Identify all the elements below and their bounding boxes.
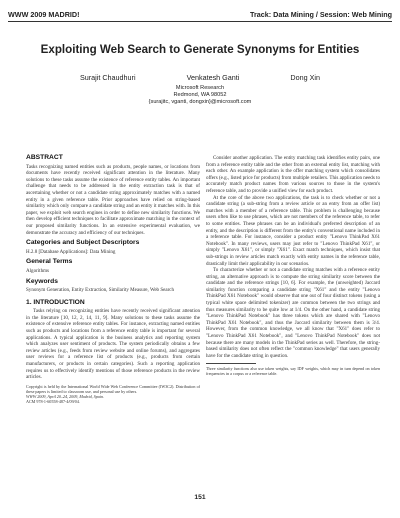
- author-name: Dong Xin: [290, 73, 320, 82]
- author-name: Surajit Chaudhuri: [80, 73, 136, 82]
- conference-line: WWW 2009, April 20–24, 2009, Madrid, Spain.: [26, 394, 105, 399]
- author-list: [80, 73, 320, 82]
- keywords-text: Synonym Generation, Entity Extraction, Similarity Measure, Web Search: [26, 287, 175, 294]
- introduction-heading: 1. INTRODUCTION: [26, 298, 85, 306]
- general-terms-text: Algorithms: [26, 267, 49, 274]
- copyright-notice: [26, 384, 200, 404]
- body-paragraph: At the core of the above two applications, the task is to check whether or not a candidate string (a sub-string from a review article or an entry from an offer list) matches with a member of a reference table. This problem is challenging because users often like to use phrases, which are not members of the reference table, to refer to some entities. These phrases can be an individual's preferred description of an entity, and the description is different from the entity's conventional name included in a reference table. For instance, consider a product entity "Lenovo ThinkPad X61 Notebook". In many reviews, users may just refer to "Lenovo ThinkPad X61", or simply "Lenovo X61", or simply "X61". Exact match techniques, which insist that sub-strings in review articles match exactly with entity names in the reference table, drastically limit their applicability in our scenarios.: [206, 194, 380, 267]
- conference-name: WWW 2009 MADRID!: [8, 9, 80, 19]
- affiliation: [0, 85, 400, 107]
- footnote-rule: [206, 363, 256, 364]
- acm-line: ACM 978-1-60558-487-4/09/04.: [26, 399, 80, 405]
- running-header: [8, 8, 392, 20]
- body-paragraph: Consider another application. The entity matching task identifies entity pairs, one from a reference entity table and the other from an external entity list, matching with each other. An example application is the offer matching system which consolidates offers (e.g., listed price for products) from multiple retailers. This application needs to accurately match product names from various sources to those in the system's reference table, and to provide a unified view for each product.: [206, 155, 380, 194]
- affiliation-address: Redmond, WA 98052: [173, 92, 227, 99]
- body-paragraph: To characterize whether or not a candidate string matches with a reference entity string, an alternative approach is to compute the string similarity score between the candidate and the reference strings [10, 6]. For example, the (unweighted) Jaccard similarity function comparing a candidate string "X61" and the entity "Lenovo ThinkPad X61 Notebook" would observe that one out of four distinct tokens (using a typical white space delimited tokenizer) are common between the two strings and thus measures similarity to be quite low at 1/4. On the other hand, a candidate string "Lenovo ThinkPad Notebook" has three tokens which are shared with "Lenovo ThinkPad X61 Notebook", and thus the Jaccard similarity between them is 3/4. However, from the common knowledge, we all know that "X61" does refer to "Lenovo ThinkPad X61 Notebook", and "Lenovo ThinkPad Notebook" does not because there are many models in the ThinkPad series as well. Therefore, the string-based similarity does not often reflect the "common knowledge" that users generally have for the candidate string in question.: [206, 267, 380, 359]
- track-name: Track: Data Mining / Session: Web Mining: [249, 9, 392, 19]
- copyright-text: Copyright is held by the International World Wide Web Conference Committee (IW3C2). Distribution of these papers is limited to classroom use, and personal use by others.: [26, 383, 200, 394]
- categories-text: H.2.8 [Database Applications]: Data Mining: [26, 248, 116, 255]
- affiliation-org: Microsoft Research: [175, 85, 225, 91]
- page-number: 151: [194, 494, 206, 501]
- abstract-heading: ABSTRACT: [26, 154, 63, 161]
- right-column: [206, 155, 380, 376]
- keywords-heading: Keywords: [26, 277, 58, 285]
- abstract-text: Tasks recognizing named entities such as products, people names, or locations from documents have recently received significant attention in the literature. Many solutions to these tasks assume the existence of reference entity tables. An important challenge that needs to be addressed in the entity extraction task is that of ascertaining whether or not a candidate string approximately matches with a named entity in a given reference table. Prior approaches have relied on string-based similarity which only compare a candidate string and an entity it matches with. In this paper, we exploit web search engines in order to define new similarity functions. We then develop efficient techniques to facilitate approximate matching in the context of our proposed similarity functions. In an extensive experimental evaluation, we demonstrate the accuracy and efficiency of our techniques.: [26, 163, 200, 236]
- paper-title: Exploiting Web Search to Generate Synonyms for Entities: [40, 43, 360, 56]
- introduction-text: Tasks relying on recognizing entities have recently received significant attention in the literature [10, 12, 2, 14, 11, 9]. Many solutions to these tasks assume the existence of extensive reference entity tables. For instance, extracting named entities such as products and locations from a reference entity table is important for several applications. A typical application is the business analytics and reporting system which analyzes user sentiment of products. The system periodically obtains a few review articles (e.g., feeds from review website and online forums), and aggregates user reviews for a reference list of products (e.g., products from certain manufacturers, or products in certain categories). Such a reporting application requires us to effectively identify mentions of those reference products in the review articles.: [26, 308, 200, 381]
- left-column: [26, 155, 200, 404]
- header-rule: [8, 21, 392, 22]
- affiliation-emails: {surajitc, vganti, dongxin}@microsoft.com: [148, 99, 252, 106]
- general-terms-heading: General Terms: [26, 258, 73, 266]
- footnote-text: Three similarity functions also use token weights, say IDF weights, which may in turn depend on token frequencies in a corpus or a reference table.: [206, 366, 380, 377]
- author-name: Venkatesh Ganti: [186, 73, 240, 82]
- footnote: [206, 366, 380, 376]
- categories-heading: Categories and Subject Descriptors: [26, 239, 140, 247]
